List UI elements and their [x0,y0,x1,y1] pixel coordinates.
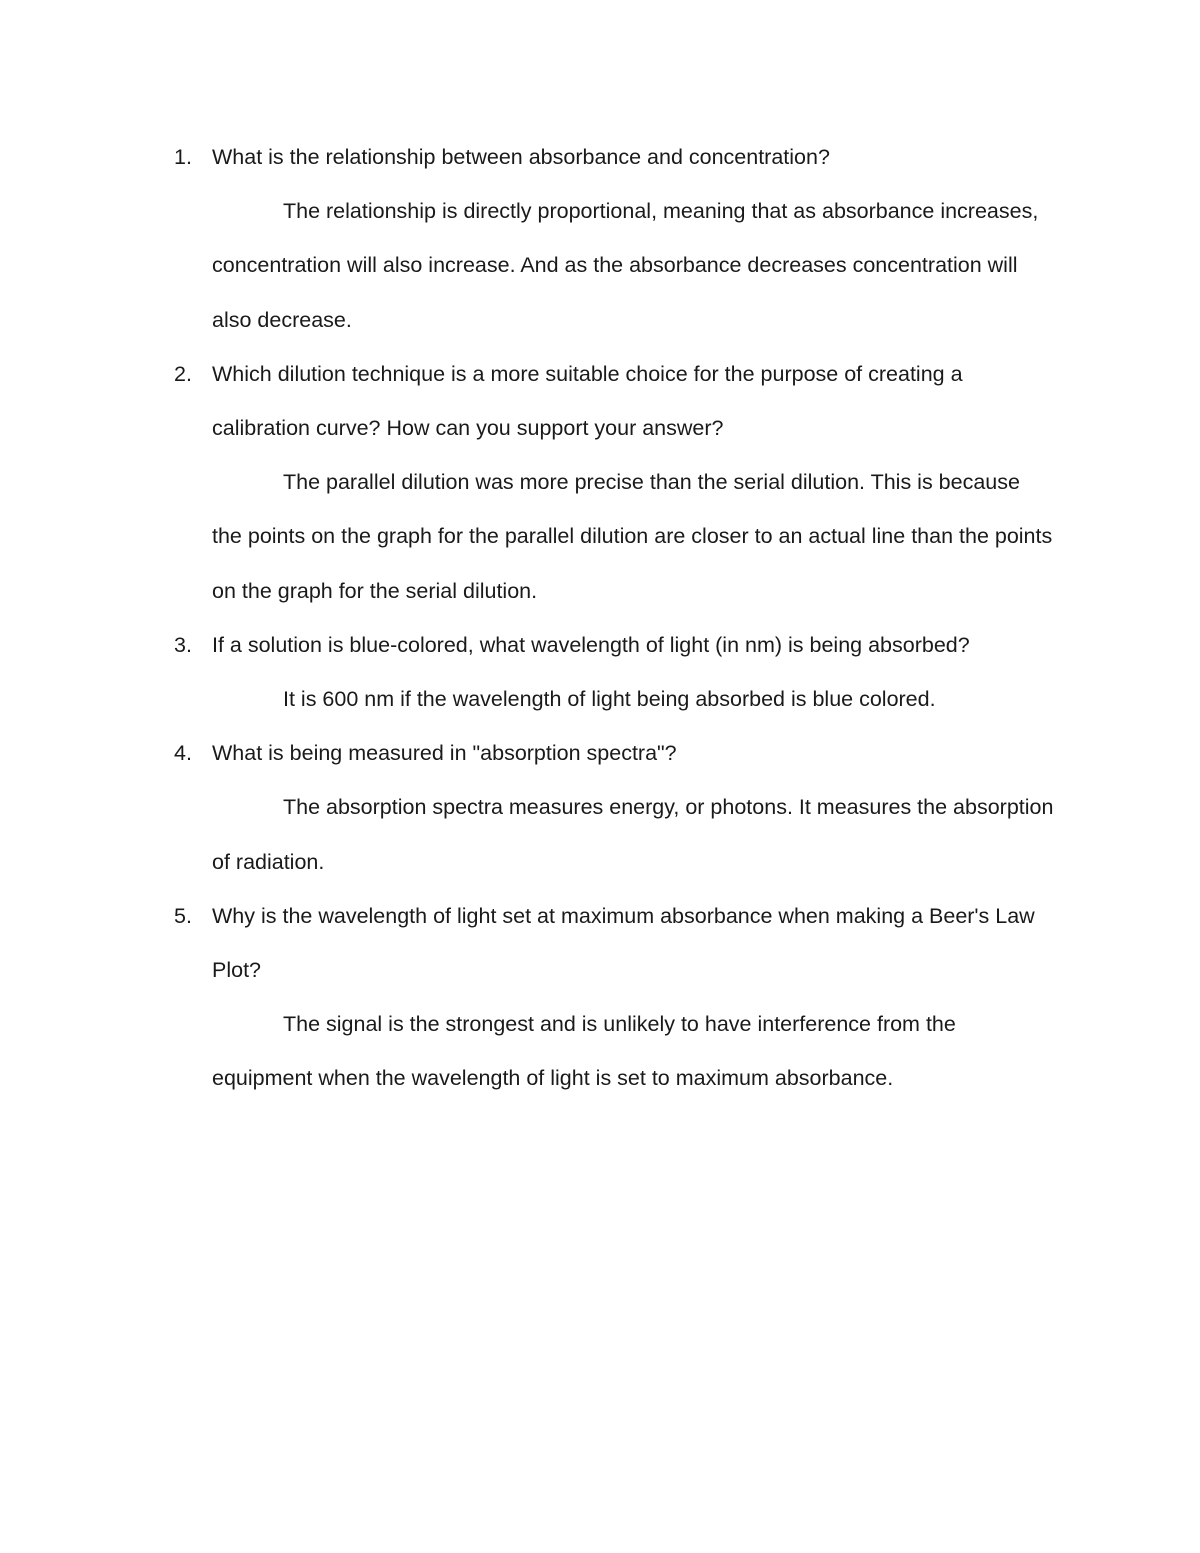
question-text: Why is the wavelength of light set at maximum absorbance when making a Beer's Law Plot? [212,903,1035,983]
answer-text: The relationship is directly proportional, meaning that as absorbance increases, concentration will also increase. And as the absorbance decreases concentration will also decrease. [212,199,1039,332]
answer-text: The absorption spectra measures energy, or photons. It measures the absorption of radiation. [212,795,1054,874]
question-text: If a solution is blue-colored, what wavelength of light (in nm) is being absorbed? [212,632,970,657]
question-answer-list [174,130,1054,1106]
item-number: 5. [174,903,192,928]
answer-text: It is 600 nm if the wavelength of light being absorbed is blue colored. [283,687,936,712]
item-number: 1. [174,145,192,169]
qa-item-1 [174,130,1054,347]
qa-item-4 [174,726,1054,889]
item-number: 2. [174,361,192,386]
qa-item-3 [174,618,1054,726]
answer-text: The parallel dilution was more precise than the serial dilution. This is because the points on the graph for the parallel dilution are closer to an actual line than the points on the graph for the serial dilution. [212,470,1053,603]
question-text: What is the relationship between absorbance and concentration? [212,145,830,169]
qa-item-5 [174,889,1054,1106]
question-text: Which dilution technique is a more suitable choice for the purpose of creating a calibration curve? How can you support your answer? [212,361,963,441]
question-text: What is being measured in "absorption spectra"? [212,741,677,766]
answer-text: The signal is the strongest and is unlikely to have interference from the equipment when the wavelength of light is set to maximum absorbance. [212,1012,956,1091]
item-number: 4. [174,741,192,766]
item-number: 3. [174,632,192,657]
qa-item-2 [174,347,1054,618]
